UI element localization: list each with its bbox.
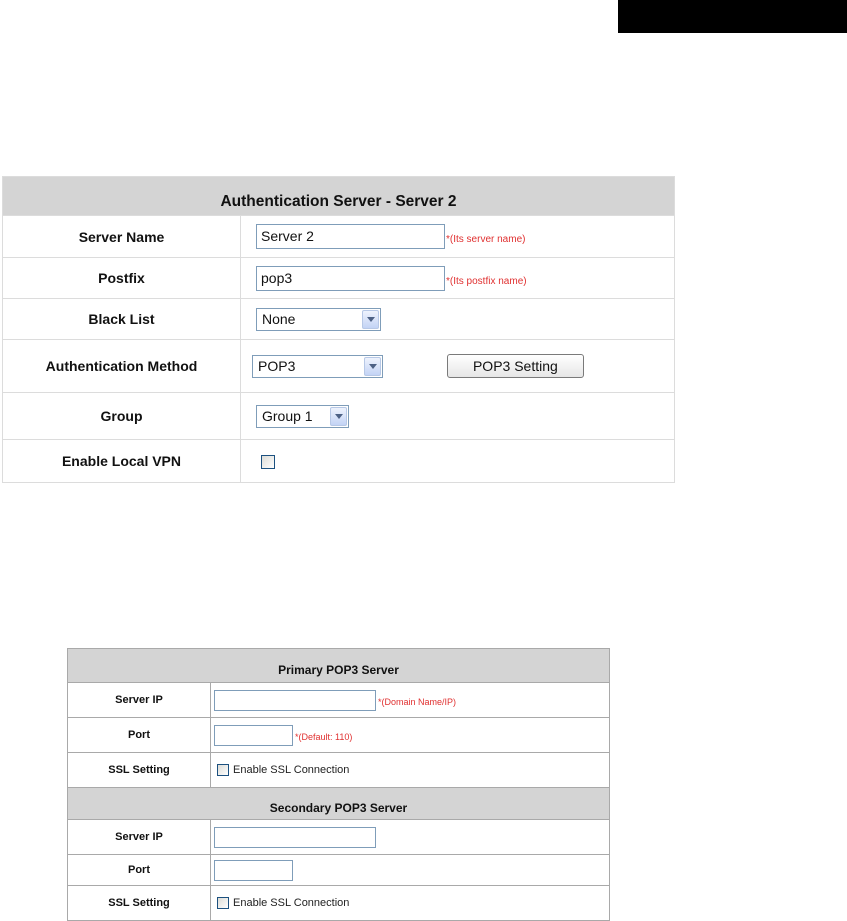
pop3-setting-button[interactable]: POP3 Setting [447, 354, 584, 378]
primary-server-ip-label: Server IP [68, 683, 211, 718]
secondary-pop3-title: Secondary POP3 Server [68, 788, 610, 820]
secondary-ssl-row [68, 886, 610, 921]
auth-method-row [3, 340, 675, 393]
primary-ssl-checkbox[interactable] [217, 764, 229, 776]
local-vpn-checkbox[interactable] [261, 455, 275, 469]
primary-ssl-checkbox-label: Enable SSL Connection [233, 764, 350, 777]
primary-server-ip-note: *(Domain Name/IP) [378, 697, 457, 707]
group-row [3, 393, 675, 440]
server-name-input[interactable]: Server 2 [256, 224, 445, 249]
chevron-down-icon[interactable] [364, 357, 381, 376]
black-list-row [3, 299, 675, 340]
primary-port-input[interactable] [214, 725, 293, 746]
server-name-note: *(Its server name) [446, 234, 526, 245]
black-list-selected-value: None [262, 311, 296, 327]
secondary-ssl-label: SSL Setting [68, 886, 211, 921]
local-vpn-row [3, 440, 675, 483]
group-selected-value: Group 1 [262, 408, 313, 424]
chevron-down-icon[interactable] [330, 407, 347, 426]
auth-method-select[interactable] [252, 355, 383, 378]
primary-port-row [68, 718, 610, 753]
group-select[interactable] [256, 405, 349, 428]
group-label: Group [3, 393, 241, 440]
secondary-port-label: Port [68, 855, 211, 886]
secondary-server-ip-input[interactable] [214, 827, 376, 848]
primary-ssl-label: SSL Setting [68, 753, 211, 788]
primary-server-ip-row [68, 683, 610, 718]
secondary-server-ip-label: Server IP [68, 820, 211, 855]
postfix-row [3, 258, 675, 299]
black-list-label: Black List [3, 299, 241, 340]
authentication-server-table [2, 176, 675, 483]
primary-ssl-row [68, 753, 610, 788]
black-list-select[interactable] [256, 308, 381, 331]
primary-port-note: *(Default: 110) [295, 732, 353, 742]
secondary-ssl-checkbox-label: Enable SSL Connection [233, 897, 350, 910]
server-name-row [3, 216, 675, 258]
primary-server-ip-input[interactable] [214, 690, 376, 711]
secondary-port-input[interactable] [214, 860, 293, 881]
primary-port-label: Port [68, 718, 211, 753]
secondary-server-ip-row [68, 820, 610, 855]
auth-method-label: Authentication Method [3, 340, 241, 393]
pop3-server-table [67, 648, 610, 921]
auth-method-selected-value: POP3 [258, 358, 296, 374]
black-header-bar [618, 0, 847, 33]
postfix-input[interactable]: pop3 [256, 266, 445, 291]
secondary-ssl-checkbox[interactable] [217, 897, 229, 909]
primary-pop3-title: Primary POP3 Server [68, 649, 610, 683]
server-name-label: Server Name [3, 216, 241, 258]
auth-table-title: Authentication Server - Server 2 [3, 177, 675, 216]
local-vpn-label: Enable Local VPN [3, 440, 241, 483]
secondary-port-row [68, 855, 610, 886]
postfix-label: Postfix [3, 258, 241, 299]
postfix-note: *(Its postfix name) [446, 275, 527, 287]
chevron-down-icon[interactable] [362, 310, 379, 329]
